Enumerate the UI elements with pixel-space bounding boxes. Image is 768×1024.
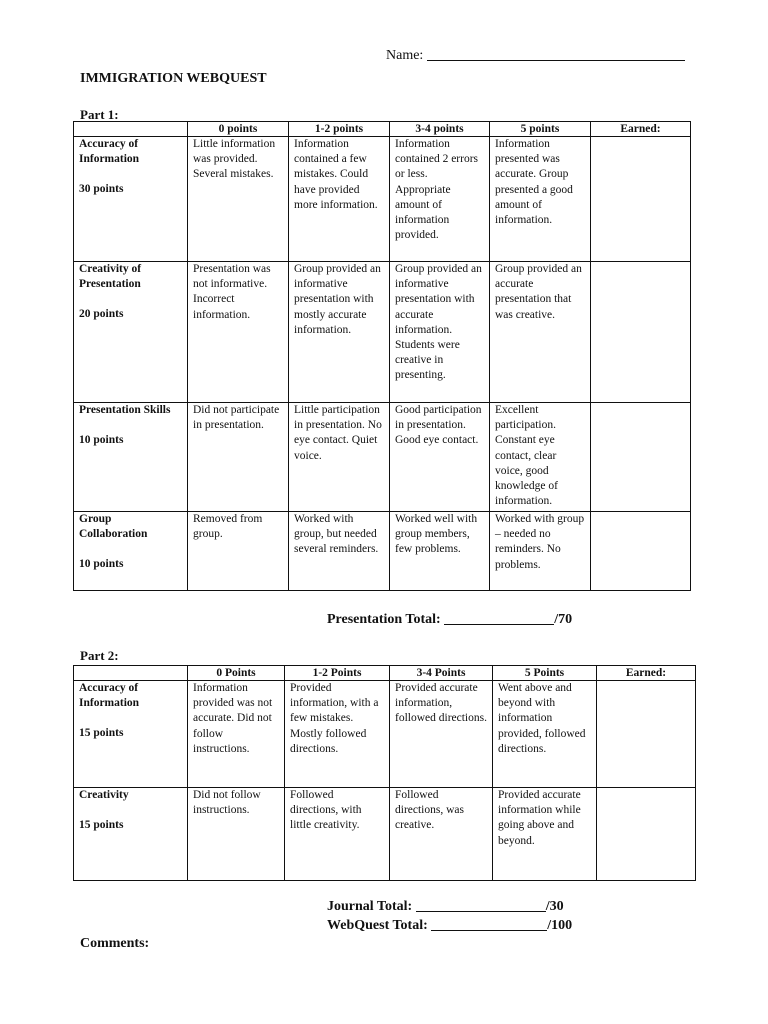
- presentation-total-max: /70: [554, 612, 573, 627]
- criterion-cell: [74, 137, 188, 262]
- journal-total-label: Journal Total:: [327, 899, 413, 914]
- criterion-points: 15 points: [79, 727, 124, 740]
- page-title: IMMIGRATION WEBQUEST: [80, 71, 267, 86]
- criterion-name: Creativity of Presentation: [79, 263, 142, 291]
- header-cell: 3-4 Points: [390, 666, 493, 681]
- rubric-cell: Group provided an informative presentation with accurate information. Students were creative in presenting.: [390, 262, 490, 403]
- criterion-points: 30 points: [79, 183, 124, 196]
- header-cell: 1-2 points: [289, 122, 390, 137]
- criterion-cell: [74, 681, 188, 788]
- rubric-cell: Followed directions, was creative.: [390, 788, 493, 881]
- criterion-name: Group Collaboration: [79, 513, 148, 541]
- header-cell: Earned:: [597, 666, 696, 681]
- header-cell: 0 Points: [188, 666, 285, 681]
- criterion-name: Accuracy of Information: [79, 682, 140, 710]
- rubric-cell: Presentation was not informative. Incorrect information.: [188, 262, 289, 403]
- criterion-points: 20 points: [79, 308, 124, 321]
- header-cell: 0 points: [188, 122, 289, 137]
- rubric-cell: Information provided was not accurate. Did not follow instructions.: [188, 681, 285, 788]
- rubric-cell: Information contained a few mistakes. Could have provided more information.: [289, 137, 390, 262]
- header-cell: [74, 666, 188, 681]
- criterion-cell: [74, 512, 188, 591]
- criterion-name: Creativity: [79, 789, 129, 801]
- journal-total-max: /30: [545, 899, 564, 914]
- rubric-cell: Worked well with group members, few problems.: [390, 512, 490, 591]
- earned-cell: [591, 137, 691, 262]
- header-cell: 5 Points: [493, 666, 597, 681]
- part2-label: Part 2:: [80, 648, 119, 663]
- earned-cell: [597, 681, 696, 788]
- rubric-cell: Did not follow instructions.: [188, 788, 285, 881]
- table-header-row: [74, 122, 691, 137]
- criterion-points: 10 points: [79, 434, 124, 447]
- table-header-row: [74, 666, 696, 681]
- rubric-cell: Worked with group, but needed several reminders.: [289, 512, 390, 591]
- webquest-total-label: WebQuest Total:: [327, 918, 428, 933]
- webquest-total: [327, 918, 572, 934]
- table-row: [74, 512, 691, 591]
- rubric-cell: Good participation in presentation. Good eye contact.: [390, 403, 490, 512]
- earned-cell: [591, 512, 691, 591]
- rubric-cell: Did not participate in presentation.: [188, 403, 289, 512]
- header-cell: 3-4 points: [390, 122, 490, 137]
- part1-rubric-table: [73, 121, 691, 591]
- rubric-cell: Provided accurate information, followed directions.: [390, 681, 493, 788]
- criterion-name: Presentation Skills: [79, 404, 171, 416]
- criterion-points: 15 points: [79, 819, 124, 832]
- earned-cell: [591, 262, 691, 403]
- name-label: Name:: [386, 48, 424, 63]
- rubric-cell: Information presented was accurate. Group presented a good amount of information.: [490, 137, 591, 262]
- rubric-cell: Followed directions, with little creativity.: [285, 788, 390, 881]
- rubric-cell: Worked with group – needed no reminders. No problems.: [490, 512, 591, 591]
- presentation-total-blank: [444, 624, 554, 625]
- criterion-cell: [74, 788, 188, 881]
- journal-total: [327, 899, 564, 915]
- rubric-cell: Provided accurate information while going above and beyond.: [493, 788, 597, 881]
- table-row: [74, 403, 691, 512]
- rubric-cell: Removed from group.: [188, 512, 289, 591]
- criterion-name: Accuracy of Information: [79, 138, 140, 166]
- table-row: [74, 788, 696, 881]
- table-row: [74, 137, 691, 262]
- webquest-total-max: /100: [547, 918, 573, 933]
- rubric-cell: Provided information, with a few mistakes. Mostly followed directions.: [285, 681, 390, 788]
- rubric-cell: Went above and beyond with information provided, followed directions.: [493, 681, 597, 788]
- header-cell: 1-2 Points: [285, 666, 390, 681]
- rubric-cell: Excellent participation. Constant eye contact, clear voice, good knowledge of information.: [490, 403, 591, 512]
- name-field: [386, 48, 685, 64]
- criterion-cell: [74, 403, 188, 512]
- comments-label: Comments:: [80, 936, 150, 951]
- part1-label: Part 1:: [80, 107, 119, 122]
- header-cell: [74, 122, 188, 137]
- criterion-cell: [74, 262, 188, 403]
- table-row: [74, 681, 696, 788]
- presentation-total: [327, 612, 572, 628]
- header-cell: 5 points: [490, 122, 591, 137]
- webquest-total-blank: [431, 930, 547, 931]
- table-row: [74, 262, 691, 403]
- presentation-total-label: Presentation Total:: [327, 612, 441, 627]
- journal-total-blank: [416, 911, 546, 912]
- rubric-cell: Group provided an informative presentation with mostly accurate information.: [289, 262, 390, 403]
- rubric-cell: Group provided an accurate presentation that was creative.: [490, 262, 591, 403]
- name-blank-line: [427, 60, 685, 61]
- criterion-points: 10 points: [79, 558, 124, 571]
- rubric-cell: Information contained 2 errors or less. Appropriate amount of information provided.: [390, 137, 490, 262]
- part2-rubric-table: [73, 665, 696, 881]
- earned-cell: [591, 403, 691, 512]
- rubric-cell: Little information was provided. Several mistakes.: [188, 137, 289, 262]
- header-cell: Earned:: [591, 122, 691, 137]
- earned-cell: [597, 788, 696, 881]
- rubric-cell: Little participation in presentation. No eye contact. Quiet voice.: [289, 403, 390, 512]
